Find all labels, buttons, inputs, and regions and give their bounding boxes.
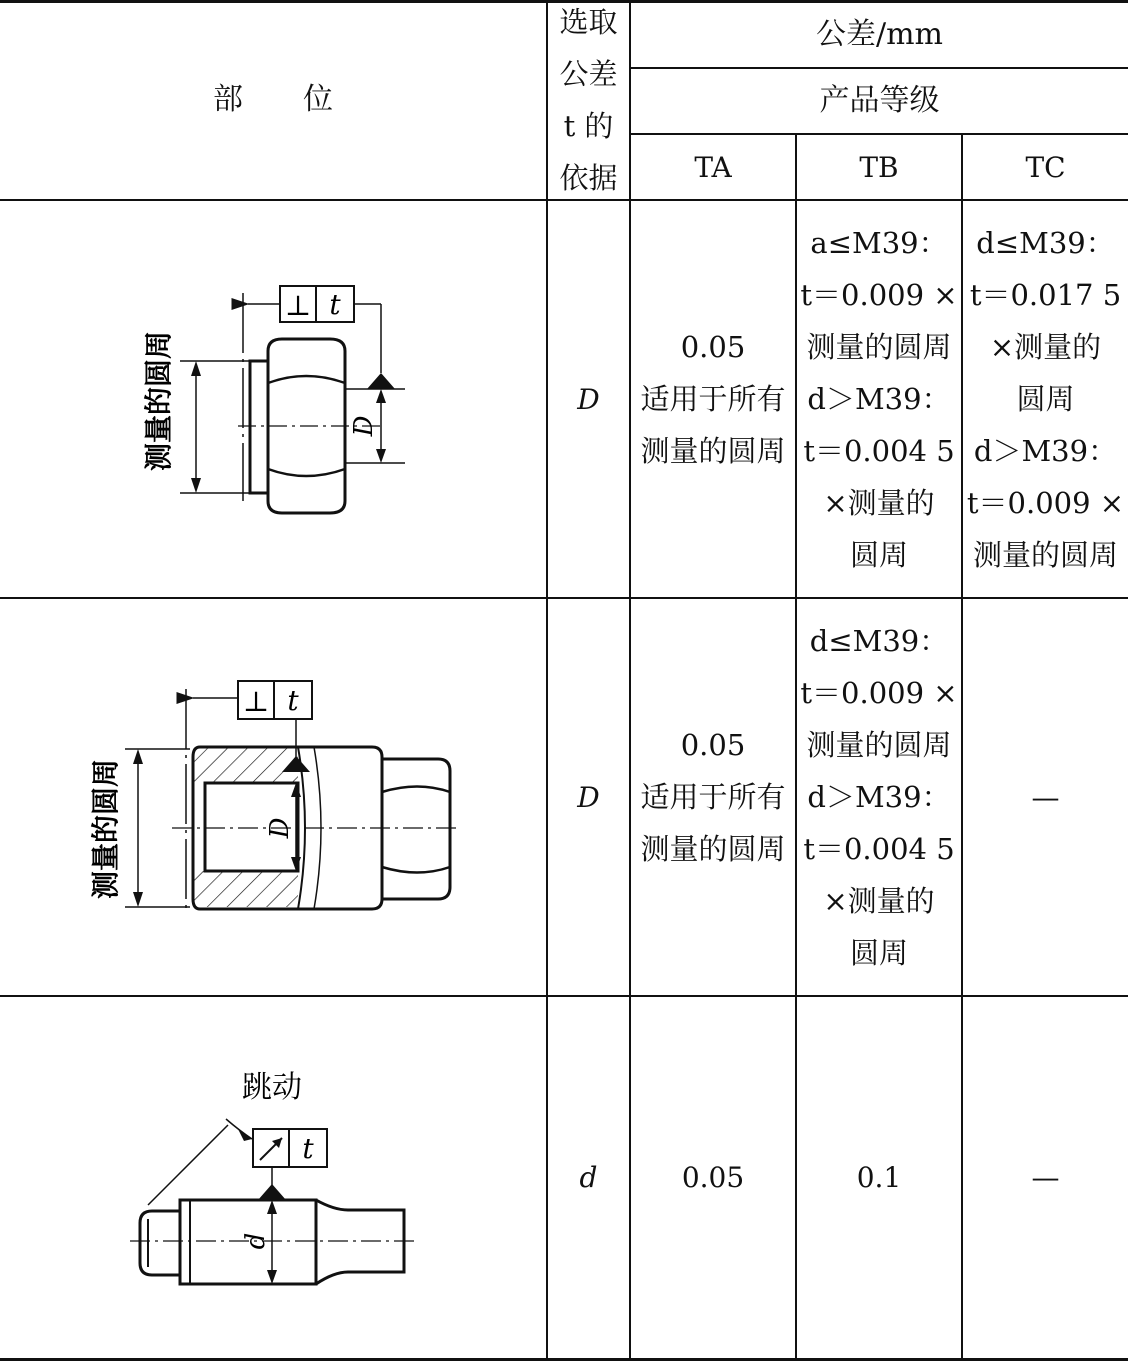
row2-tb-line: t＝0.004 5 bbox=[803, 832, 955, 866]
row2-basis bbox=[548, 599, 629, 995]
header-grade-text: 产品等级 bbox=[819, 83, 940, 118]
row1-ta-line: 测量的圆周 bbox=[640, 434, 786, 468]
row1-figure bbox=[0, 201, 546, 597]
header-part bbox=[0, 0, 546, 199]
row2-measure-label: 测量的圆周 bbox=[89, 758, 122, 900]
row1-tc bbox=[963, 201, 1128, 597]
header-tolerance bbox=[631, 3, 1128, 67]
header-part-text: 部 位 bbox=[213, 81, 333, 117]
row3-figure bbox=[0, 997, 546, 1358]
table-bottom-border bbox=[0, 1358, 1128, 1361]
row1-dim-label: D bbox=[349, 415, 379, 437]
header-basis bbox=[548, 0, 629, 199]
row2-tb-line: 测量的圆周 bbox=[806, 728, 952, 762]
row1-tc-line: 圆周 bbox=[1016, 382, 1075, 416]
row2-ta bbox=[631, 599, 795, 995]
row1-tc-line: ×测量的 bbox=[989, 330, 1102, 364]
row3-tol-symbol: t bbox=[302, 1132, 314, 1165]
row3-dim-label: d bbox=[241, 1232, 271, 1250]
header-basis-line: t 的 bbox=[563, 108, 614, 143]
header-ta-text: TA bbox=[694, 150, 732, 184]
row1-tb-line: t＝0.004 5 bbox=[803, 434, 955, 468]
row1-basis bbox=[548, 201, 629, 597]
row2-ta-line: 0.05 bbox=[680, 728, 746, 762]
shaft-runout-figure bbox=[0, 997, 546, 1358]
header-basis-line: 依据 bbox=[559, 160, 618, 195]
row2-basis-text: D bbox=[577, 780, 600, 814]
row3-tc-text: — bbox=[1031, 1161, 1060, 1194]
sleeve-nut-perpendicularity-figure bbox=[0, 599, 546, 995]
row2-tc bbox=[963, 599, 1128, 995]
row1-tb-line: t＝0.009 × bbox=[800, 278, 958, 312]
row3-ta bbox=[631, 997, 795, 1358]
row1-tb bbox=[797, 201, 961, 597]
row3-tc bbox=[963, 997, 1128, 1358]
row1-perp-symbol: ⊥ bbox=[284, 289, 312, 322]
row2-tb bbox=[797, 599, 961, 995]
row1-tb-line: 测量的圆周 bbox=[806, 330, 952, 364]
row2-ta-line: 测量的圆周 bbox=[640, 832, 786, 866]
row1-ta-line: 0.05 bbox=[680, 330, 746, 364]
row3-ta-text: 0.05 bbox=[681, 1161, 745, 1194]
row1-tc-line: t＝0.009 × bbox=[966, 486, 1125, 520]
row2-tb-line: ×测量的 bbox=[823, 884, 935, 918]
row1-tol-symbol: t bbox=[329, 288, 341, 321]
row2-tb-line: d＞M39： bbox=[807, 780, 951, 814]
row3-basis bbox=[548, 997, 629, 1358]
row1-tb-line: d＞M39： bbox=[807, 382, 951, 416]
row1-tb-line: ×测量的 bbox=[823, 486, 935, 520]
header-tolerance-text: 公差/mm bbox=[815, 17, 943, 52]
header-tc bbox=[963, 135, 1128, 199]
header-ta bbox=[631, 135, 795, 199]
header-tc-text: TC bbox=[1025, 150, 1066, 184]
row3-tb-text: 0.1 bbox=[856, 1161, 902, 1194]
row1-tc-line: d≤M39： bbox=[976, 226, 1115, 260]
row1-tc-line: 测量的圆周 bbox=[972, 538, 1118, 572]
row1-tc-line: d＞M39： bbox=[973, 434, 1118, 468]
header-tb-text: TB bbox=[859, 150, 899, 184]
row2-dim-label: D bbox=[265, 817, 295, 839]
hex-nut-perpendicularity-figure bbox=[0, 201, 546, 597]
row1-tb-line: a≤M39： bbox=[810, 226, 948, 260]
row2-ta-line: 适用于所有 bbox=[640, 780, 786, 814]
row2-tc-text: — bbox=[1031, 780, 1060, 814]
header-grade bbox=[631, 69, 1128, 133]
row1-measure-label: 测量的圆周 bbox=[142, 330, 175, 472]
row3-basis-text: d bbox=[579, 1161, 598, 1194]
row1-ta bbox=[631, 201, 795, 597]
header-tb bbox=[797, 135, 961, 199]
row2-tb-line: t＝0.009 × bbox=[800, 676, 958, 710]
header-basis-line: 公差 bbox=[559, 56, 618, 91]
row1-basis-text: D bbox=[577, 382, 600, 416]
row1-ta-line: 适用于所有 bbox=[640, 382, 786, 416]
row3-tb bbox=[797, 997, 961, 1358]
row2-perp-symbol: ⊥ bbox=[242, 685, 270, 718]
header-basis-line: 选取 bbox=[559, 4, 618, 39]
row2-tol-symbol: t bbox=[287, 684, 299, 717]
row2-tb-line: d≤M39： bbox=[809, 624, 949, 658]
row2-tb-line: 圆周 bbox=[849, 936, 908, 970]
row2-figure bbox=[0, 599, 546, 995]
row3-runout-label: 跳动 bbox=[242, 1070, 302, 1105]
row1-tb-line: 圆周 bbox=[849, 538, 908, 572]
row1-tc-line: t＝0.017 5 bbox=[969, 278, 1122, 312]
